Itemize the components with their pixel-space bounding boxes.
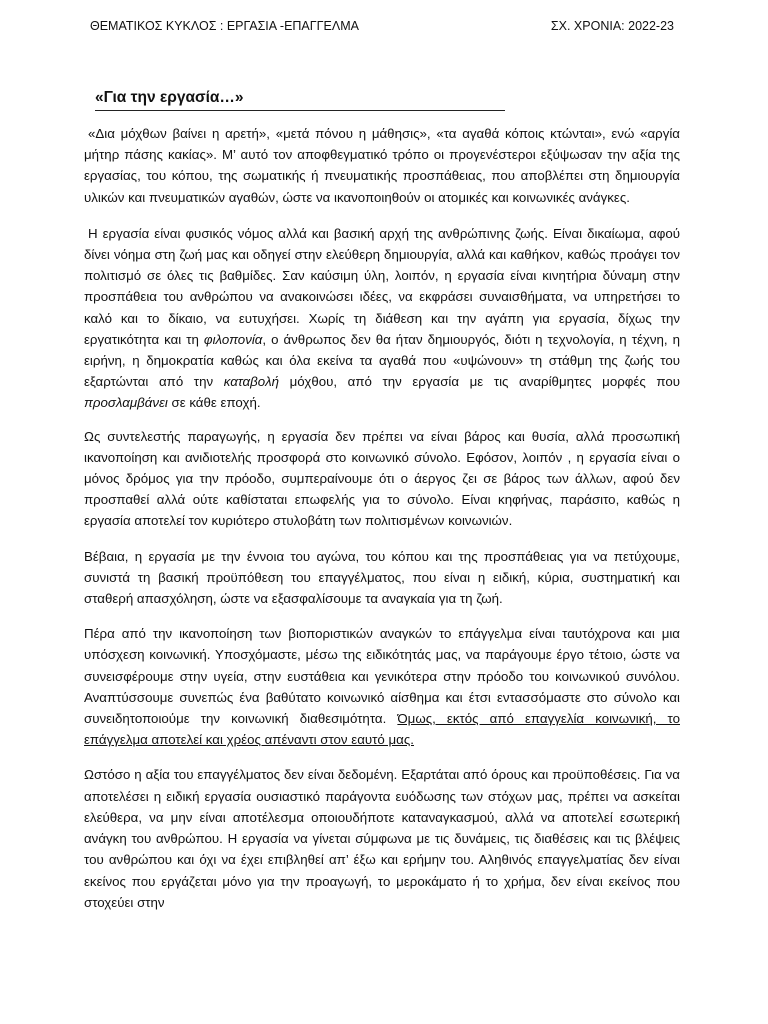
paragraph-5 xyxy=(84,623,680,750)
paragraph-2-text-d: σε κάθε εποχή. xyxy=(167,395,261,411)
document-title: «Για την εργασία…» xyxy=(95,89,244,106)
paragraph-3: Ως συντελεστής παραγωγής, η εργασία δεν πρέπει να είναι βάρος και θυσία, αλλά προσωπική ικανοποίηση και ανιδιοτελής προσφορά στο κοινωνικό σύνολο. Εφόσον, λοιπόν , η εργασία είναι ο μόνος δρόμος για την πρόοδο, συμπεραίνουμε ότι ο άεργος ζει σε βάρος των άλλων, αφού δεν προσπαθεί αλλά ούτε καθίσταται επωφελής για το σύνολο. Είναι κηφήνας, παράσιτο, καθώς η εργασία αποτελεί τον κυριότερο στυλοβάτη των πολιτισμένων κοινωνιών. xyxy=(84,428,680,529)
paragraph-2 xyxy=(84,223,680,414)
header-topic: ΘΕΜΑΤΙΚΟΣ ΚΥΚΛΟΣ : ΕΡΓΑΣΙΑ -ΕΠΑΓΓΕΛΜΑ xyxy=(90,19,359,33)
paragraph-2-text-b: , ο άνθρωπος δεν θα ήταν δημιουργός, διότι η τεχνολογία, η τέχνη, η ειρήνη, η δημοκρατία καθώς και όλα εκείνα τα αγαθά που «υψώνουν» τη στάθμη της ζωής του εξαρτώνται από την xyxy=(84,331,680,390)
paragraph-2-emphasis-1: φιλοπονία xyxy=(203,331,263,347)
title-underline xyxy=(95,88,505,111)
paragraph-5-underlined: Όμως, εκτός από επαγγελία κοινωνική, το επάγγελμα αποτελεί και χρέος απέναντι στον εαυτό μας. xyxy=(84,711,680,748)
paragraph-2-text-c: μόχθου, από την εργασία με τις αναρίθμητες μορφές που xyxy=(279,374,680,390)
page-header xyxy=(90,17,674,35)
paragraph-4: Βέβαια, η εργασία με την έννοια του αγώνα, του κόπου και της προσπάθειας για να πετύχουμε, συνιστά τη βασική προϋπόθεση του επαγγέλματος, που είναι η ειδική, κύρια, συστηματική και σταθερή απασχόληση, ώστε να εξασφαλίσουμε τα αναγκαία για τη ζωή. xyxy=(84,548,680,607)
paragraph-2-emphasis-2: καταβολή xyxy=(223,374,280,390)
paragraph-1: «Δια μόχθων βαίνει η αρετή», «μετά πόνου η μάθησις», «τα αγαθά κόποις κτώνται», ενώ «αργία μήτηρ πάσης κακίας». Μ’ αυτό τον αποφθεγματικό τρόπο οι προγενέστεροι εξύψωσαν την αξία της εργασίας, του κόπου, της σωματικής ή πνευματικής προσπάθειας, που αποβλέπει στη δημιουργία υλικών και πνευματικών αγαθών, ώστε να ικανοποιηθούν οι ατομικές και κοινωνικές ανάγκες. xyxy=(84,126,680,205)
paragraph-6: Ωστόσο η αξία του επαγγέλματος δεν είναι δεδομένη. Εξαρτάται από όρους και προϋποθέσεις. Για να αποτελέσει η ειδική εργασία ουσιαστικό παράγοντα ευόδωσης των στόχων μας, πρέπει να ασκείται ελεύθερα, να μην είναι αποτέλεσμα οποιουδήποτε καταναγκασμού, αλλά να αποτελεί εσωτερική ανάγκη του ανθρώπου. Η εργασία να γίνεται σύμφωνα με τις δυνάμεις, τις διαθέσεις και τις βλέψεις του ανθρώπου και όχι να έχει επιβληθεί απ’ έξω και ερήμην του. Αληθινός επαγγελματίας δεν είναι εκείνος που εργάζεται μόνο για την προαγωγή, το μεροκάματο ή το χρήμα, δεν είναι εκείνος που στοχεύει στην xyxy=(84,767,680,910)
paragraph-2-emphasis-3: προσλαμβάνει xyxy=(84,395,168,411)
header-school-year: ΣΧ. ΧΡΟΝΙΑ: 2022-23 xyxy=(550,19,674,33)
paragraph-5-text: Πέρα από την ικανοποίηση των βιοποριστικών αναγκών το επάγγελμα είναι ταυτόχρονα και μια υπόσχεση κοινωνική. Υποσχόμαστε, μέσω της ειδικότητάς μας, να παράγουμε έργο τέτοιο, ώστε να συνεισφέρουμε στην υγεία, στην ευστάθεια και γενικότερα στην πρόοδο του κοινωνικού συνόλου. Αναπτύσσουμε συνεπώς ένα βαθύτατο κοινωνικό αίσθημα και έτσι εντασσόμαστε στο σύνολο και συνειδητοποιούμε την κοινωνική διαθεσιμότητα. xyxy=(84,626,680,727)
document-body xyxy=(84,123,680,913)
paragraph-2-text-a: Η εργασία είναι φυσικός νόμος αλλά και βασική αρχή της ανθρώπινης ζωής. Είναι δικαίωμα, αφού δίνει νόημα στη ζωή μας και οδηγεί στην ελεύθερη δημιουργία, αλλά και καθήκον, καθώς προάγει τον πολιτισμό σε όλες τις βαθμίδες. Σαν καύσιμη ύλη, λοιπόν, η εργασία είναι κινητήρια δύναμη στην προσπάθεια του ανθρώπου να ανακοινώσει ιδέες, να εκφράσει συναισθήματα, να υπηρετήσει το καλό και το δίκαιο, να ευτυχήσει. Χωρίς τη διάθεση και την αγάπη για εργασία, δίχως την εργατικότητα και τη xyxy=(84,225,680,347)
